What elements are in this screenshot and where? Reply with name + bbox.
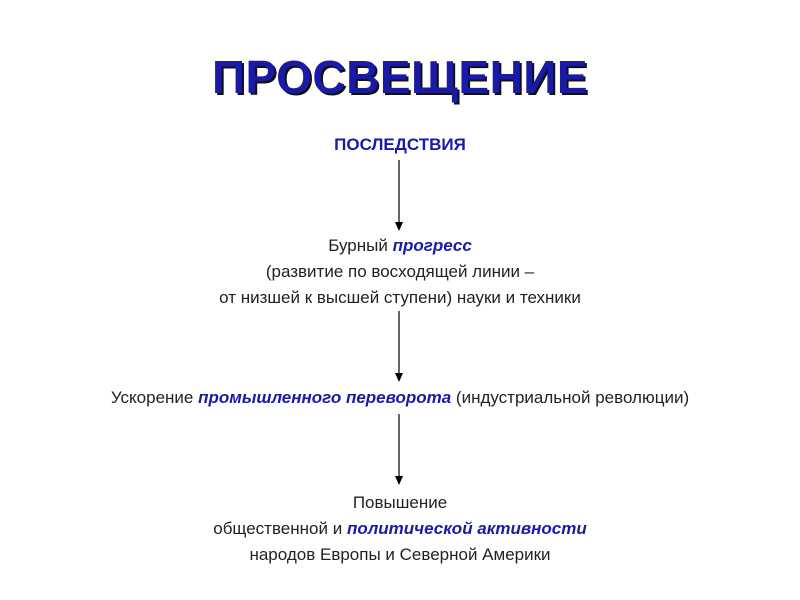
- industrial-block: [0, 385, 800, 411]
- progress-prefix: Бурный: [328, 236, 393, 255]
- consequences-heading: ПОСЛЕДСТВИЯ: [334, 135, 466, 154]
- arrow-down-icon: [391, 160, 407, 232]
- activity-line-1: Повышение: [352, 493, 448, 512]
- activity-highlight: политической активности: [346, 519, 587, 538]
- page-title: ПРОСВЕЩЕНИЕ: [211, 51, 589, 103]
- industrial-suffix: (индустриальной революции): [451, 388, 690, 407]
- activity-block: [0, 490, 800, 568]
- progress-line-2: (развитие по восходящей линии –: [265, 262, 535, 281]
- arrow-down-icon: [391, 311, 407, 383]
- activity-line-2: [0, 516, 800, 542]
- industrial-highlight: промышленного переворота: [198, 388, 452, 407]
- industrial-prefix: Ускорение: [110, 388, 199, 407]
- progress-line-1: [0, 233, 800, 259]
- progress-block: [0, 233, 800, 311]
- activity-prefix: общественной и: [213, 519, 347, 538]
- progress-line-3: от низшей к высшей ступени) науки и техники: [219, 288, 581, 307]
- activity-line-3: народов Европы и Северной Америки: [249, 545, 551, 564]
- industrial-line: [0, 385, 800, 411]
- arrow-down-icon: [391, 414, 407, 486]
- progress-highlight: прогресс: [392, 236, 472, 255]
